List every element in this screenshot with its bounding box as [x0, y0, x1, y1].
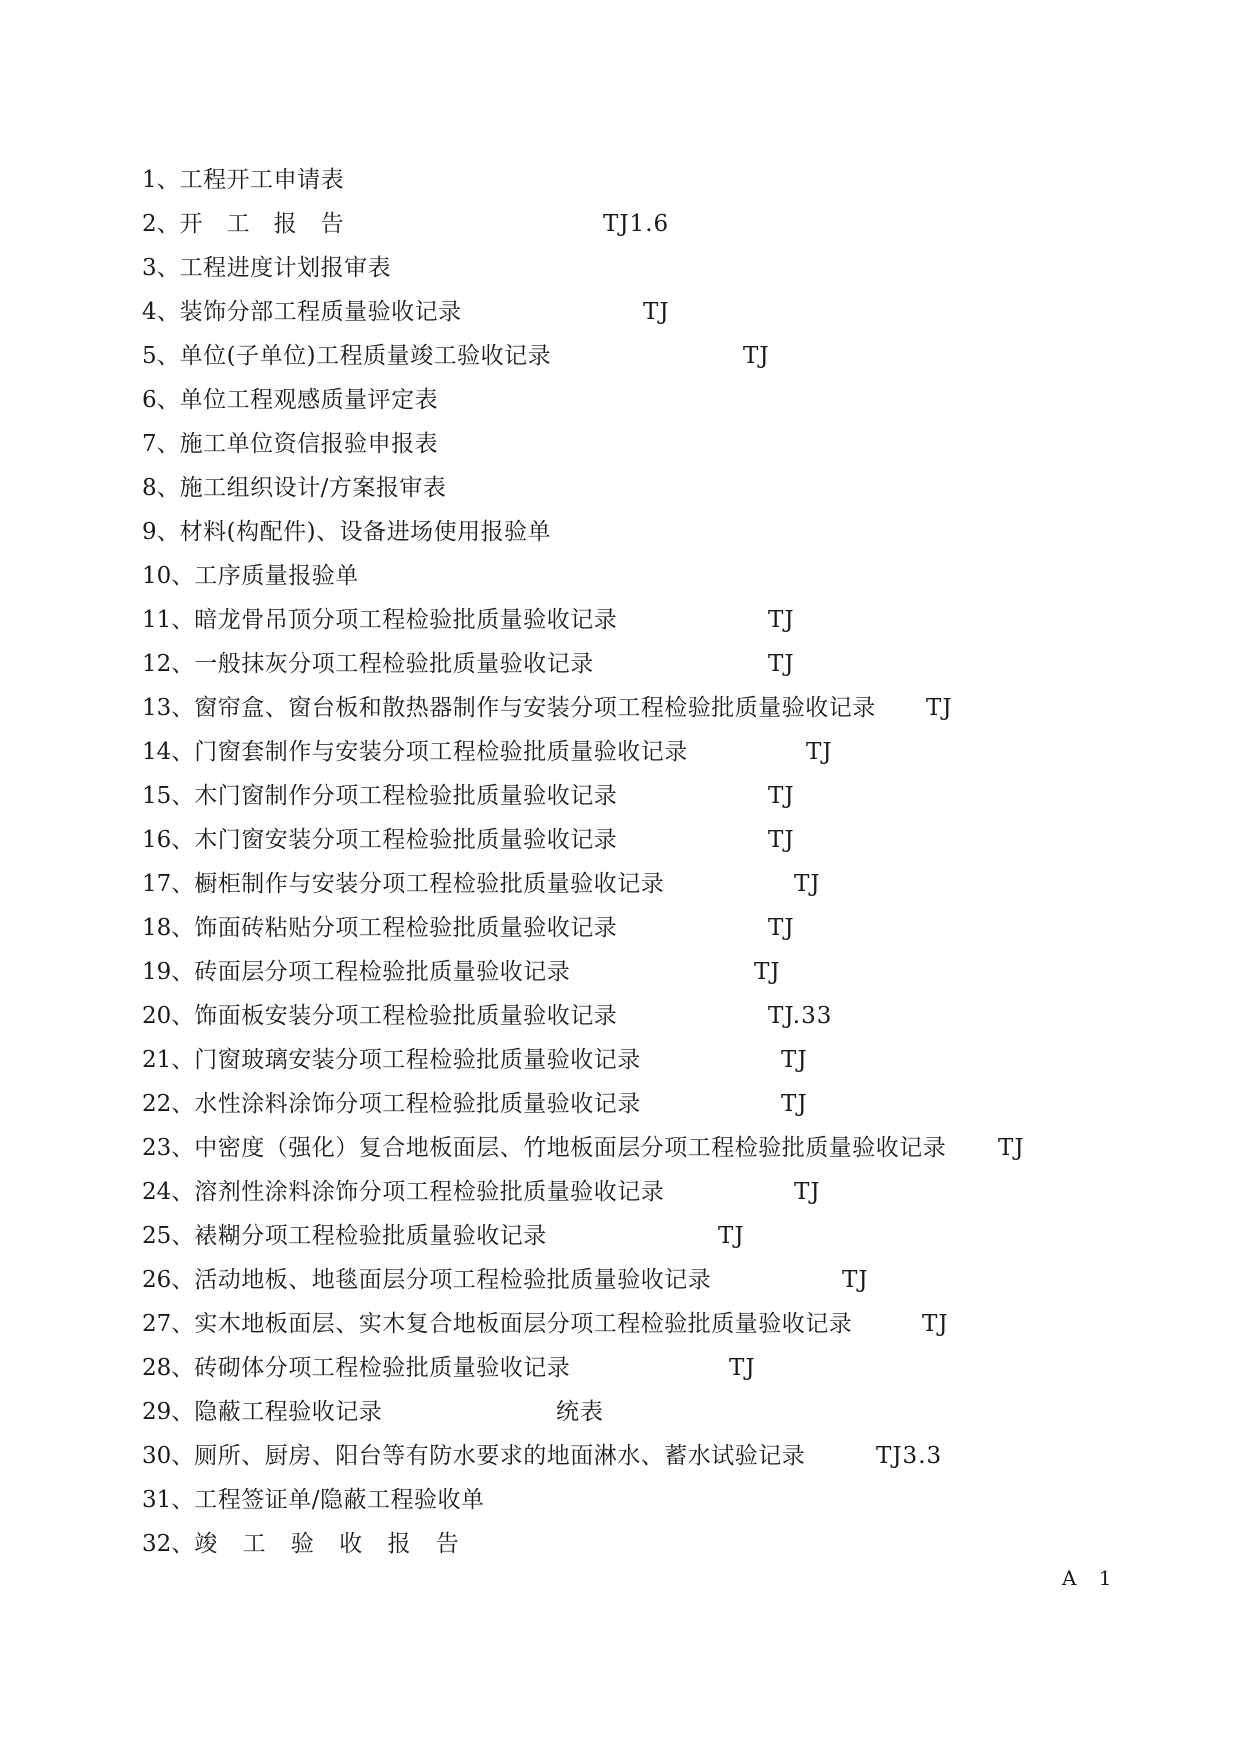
item-number: 3、 — [142, 255, 180, 281]
item-number: 24、 — [142, 1179, 195, 1205]
item-title: 砖砌体分项工程检验批质量验收记录 — [194, 1355, 571, 1381]
item-number: 7、 — [142, 431, 180, 457]
item-number: 23、 — [142, 1135, 195, 1161]
item-code: TJ — [781, 1091, 808, 1117]
item-code: TJ — [768, 783, 795, 809]
item-title: 饰面板安装分项工程检验批质量验收记录 — [194, 1003, 618, 1029]
item-title: 厕所、厨房、阳台等有防水要求的地面淋水、蓄水试验记录 — [194, 1443, 806, 1469]
item-title: 中密度（强化）复合地板面层、竹地板面层分项工程检验批质量验收记录 — [194, 1135, 947, 1161]
item-number: 22、 — [142, 1091, 195, 1117]
item-title: 暗龙骨吊顶分项工程检验批质量验收记录 — [194, 607, 618, 633]
item-title: 门窗玻璃安装分项工程检验批质量验收记录 — [194, 1047, 641, 1073]
list-item — [142, 1214, 1042, 1258]
item-title: 施工单位资信报验申报表 — [179, 431, 439, 457]
item-title: 施工组织设计/方案报审表 — [179, 475, 447, 501]
list-item — [142, 598, 1042, 642]
list-item — [142, 1170, 1042, 1214]
item-title: 窗帘盒、窗台板和散热器制作与安装分项工程检验批质量验收记录 — [194, 695, 876, 721]
list-item — [142, 422, 1042, 466]
item-code: TJ — [922, 1311, 949, 1337]
item-number: 21、 — [142, 1047, 195, 1073]
list-item — [142, 818, 1042, 862]
item-title: 单位(子单位)工程质量竣工验收记录 — [179, 343, 552, 369]
item-title: 装饰分部工程质量验收记录 — [179, 299, 462, 325]
item-number: 6、 — [142, 387, 180, 413]
list-item — [142, 202, 1042, 246]
item-number: 31、 — [142, 1487, 195, 1513]
item-code: TJ — [926, 695, 953, 721]
item-number: 10、 — [142, 563, 195, 589]
list-item — [142, 1302, 1042, 1346]
item-code: TJ — [794, 1179, 821, 1205]
list-item — [142, 730, 1042, 774]
item-code: TJ1.6 — [603, 211, 670, 237]
item-number: 15、 — [142, 783, 195, 809]
list-item — [142, 642, 1042, 686]
item-number: 18、 — [142, 915, 195, 941]
item-code: TJ — [998, 1135, 1025, 1161]
item-title: 竣 工 验 收 报 告 — [194, 1531, 468, 1557]
item-title: 材料(构配件)、设备进场使用报验单 — [179, 519, 552, 545]
list-item — [142, 1038, 1042, 1082]
item-number: 19、 — [142, 959, 195, 985]
item-code: TJ.33 — [768, 1003, 833, 1029]
list-item — [142, 510, 1042, 554]
item-code: TJ — [794, 871, 821, 897]
item-number: 2、 — [142, 211, 180, 237]
item-title: 实木地板面层、实木复合地板面层分项工程检验批质量验收记录 — [194, 1311, 853, 1337]
list-item — [142, 466, 1042, 510]
list-item — [142, 1346, 1042, 1390]
item-title: 砖面层分项工程检验批质量验收记录 — [194, 959, 571, 985]
item-code: TJ — [643, 299, 670, 325]
list-item — [142, 862, 1042, 906]
list-item — [142, 906, 1042, 950]
item-title: 木门窗安装分项工程检验批质量验收记录 — [194, 827, 618, 853]
list-item — [142, 378, 1042, 422]
item-code: TJ — [743, 343, 770, 369]
list-item — [142, 1082, 1042, 1126]
item-code: TJ — [718, 1223, 745, 1249]
item-title: 溶剂性涂料涂饰分项工程检验批质量验收记录 — [194, 1179, 665, 1205]
item-number: 4、 — [142, 299, 180, 325]
item-number: 14、 — [142, 739, 195, 765]
list-item — [142, 774, 1042, 818]
item-code: TJ — [768, 915, 795, 941]
item-code: TJ3.3 — [876, 1443, 943, 1469]
item-number: 25、 — [142, 1223, 195, 1249]
list-item — [142, 1478, 1042, 1522]
list-item — [142, 290, 1042, 334]
item-number: 29、 — [142, 1399, 195, 1425]
item-code: TJ — [768, 827, 795, 853]
item-number: 28、 — [142, 1355, 195, 1381]
list-item — [142, 334, 1042, 378]
list-item — [142, 1434, 1042, 1478]
item-title: 饰面砖粘贴分项工程检验批质量验收记录 — [194, 915, 618, 941]
item-number: 13、 — [142, 695, 195, 721]
item-number: 30、 — [142, 1443, 195, 1469]
item-number: 12、 — [142, 651, 195, 677]
item-number: 9、 — [142, 519, 180, 545]
item-number: 27、 — [142, 1311, 195, 1337]
item-number: 8、 — [142, 475, 180, 501]
item-number: 17、 — [142, 871, 195, 897]
item-code: TJ — [806, 739, 833, 765]
item-title: 隐蔽工程验收记录 — [194, 1399, 383, 1425]
item-number: 5、 — [142, 343, 180, 369]
item-title: 工程进度计划报审表 — [179, 255, 392, 281]
list-item — [142, 1390, 1042, 1434]
item-number: 26、 — [142, 1267, 195, 1293]
item-title: 工程签证单/隐蔽工程验收单 — [194, 1487, 485, 1513]
item-code: TJ — [754, 959, 781, 985]
form-list — [142, 158, 1042, 1566]
item-number: 20、 — [142, 1003, 195, 1029]
list-item — [142, 1126, 1042, 1170]
list-item — [142, 1258, 1042, 1302]
list-item — [142, 158, 1042, 202]
item-code: 统表 — [556, 1399, 604, 1425]
item-code: TJ — [781, 1047, 808, 1073]
item-number: 32、 — [142, 1531, 195, 1557]
item-title: 水性涂料涂饰分项工程检验批质量验收记录 — [194, 1091, 641, 1117]
item-code: TJ — [842, 1267, 869, 1293]
item-code: TJ — [768, 651, 795, 677]
list-item — [142, 994, 1042, 1038]
item-number: 11、 — [142, 607, 195, 633]
item-number: 16、 — [142, 827, 195, 853]
item-title: 门窗套制作与安装分项工程检验批质量验收记录 — [194, 739, 688, 765]
page-mark: A 1 — [1062, 1566, 1120, 1590]
item-title: 单位工程观感质量评定表 — [179, 387, 439, 413]
item-title: 工程开工申请表 — [179, 167, 345, 193]
list-item — [142, 554, 1042, 598]
item-title: 工序质量报验单 — [194, 563, 359, 589]
list-item — [142, 950, 1042, 994]
item-title: 裱糊分项工程检验批质量验收记录 — [194, 1223, 547, 1249]
item-title: 木门窗制作分项工程检验批质量验收记录 — [194, 783, 618, 809]
item-title: 橱柜制作与安装分项工程检验批质量验收记录 — [194, 871, 665, 897]
list-item — [142, 246, 1042, 290]
list-item — [142, 1522, 1042, 1566]
item-code: TJ — [729, 1355, 756, 1381]
item-title: 活动地板、地毯面层分项工程检验批质量验收记录 — [194, 1267, 712, 1293]
list-item — [142, 686, 1042, 730]
item-title: 开 工 报 告 — [179, 211, 345, 237]
item-title: 一般抹灰分项工程检验批质量验收记录 — [194, 651, 594, 677]
item-number: 1、 — [142, 167, 180, 193]
item-code: TJ — [768, 607, 795, 633]
